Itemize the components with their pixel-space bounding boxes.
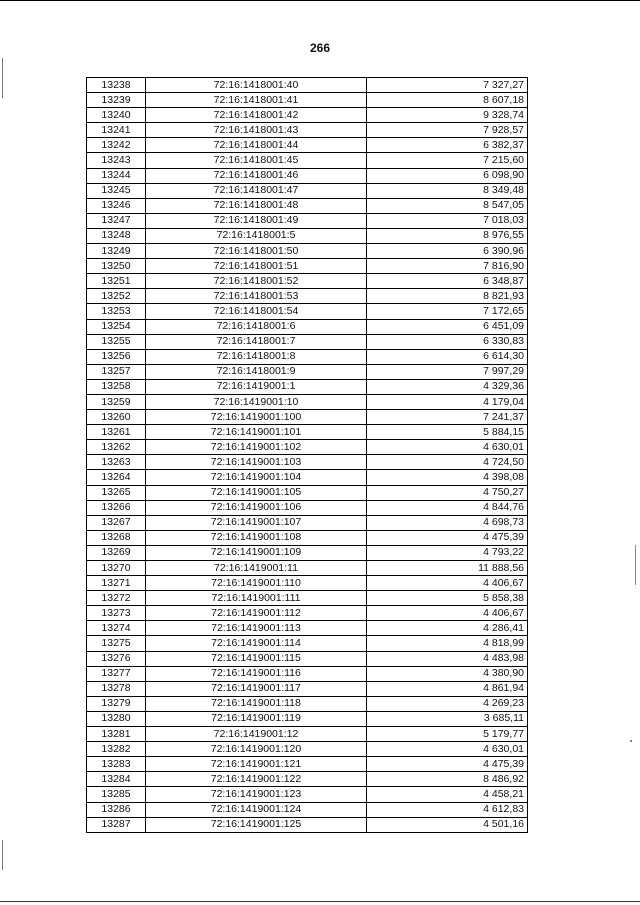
scan-margin-mark — [2, 840, 3, 870]
cadastral-number-cell: 72:16:1418001:47 — [146, 183, 367, 198]
cadastral-number-cell: 72:16:1418001:49 — [146, 213, 367, 228]
row-index-cell: 13287 — [87, 817, 146, 832]
table-row — [87, 757, 528, 772]
page-number: 266 — [309, 41, 331, 55]
table-row — [87, 168, 528, 183]
amount-cell: 4 612,83 — [367, 802, 528, 817]
table-row — [87, 153, 528, 168]
row-index-cell: 13266 — [87, 500, 146, 515]
cadastral-number-cell: 72:16:1419001:10 — [146, 394, 367, 409]
table-row — [87, 213, 528, 228]
row-index-cell: 13248 — [87, 228, 146, 243]
table-row — [87, 742, 528, 757]
table-row — [87, 470, 528, 485]
amount-cell: 6 382,37 — [367, 138, 528, 153]
cadastral-number-cell: 72:16:1418001:6 — [146, 319, 367, 334]
amount-cell: 8 547,05 — [367, 198, 528, 213]
row-index-cell: 13263 — [87, 455, 146, 470]
table-row — [87, 500, 528, 515]
row-index-cell: 13256 — [87, 349, 146, 364]
cadastral-number-cell: 72:16:1418001:8 — [146, 349, 367, 364]
row-index-cell: 13251 — [87, 274, 146, 289]
row-index-cell: 13264 — [87, 470, 146, 485]
row-index-cell: 13276 — [87, 651, 146, 666]
cadastral-number-cell: 72:16:1419001:110 — [146, 576, 367, 591]
amount-cell: 6 098,90 — [367, 168, 528, 183]
amount-cell: 7 327,27 — [367, 78, 528, 93]
page-bottom-border — [0, 901, 640, 902]
amount-cell: 4 179,04 — [367, 394, 528, 409]
table-body — [87, 78, 528, 833]
table-row — [87, 93, 528, 108]
row-index-cell: 13241 — [87, 123, 146, 138]
row-index-cell: 13260 — [87, 410, 146, 425]
amount-cell: 5 858,38 — [367, 591, 528, 606]
row-index-cell: 13281 — [87, 727, 146, 742]
row-index-cell: 13277 — [87, 666, 146, 681]
table-row — [87, 530, 528, 545]
amount-cell: 7 018,03 — [367, 213, 528, 228]
table-row — [87, 727, 528, 742]
page-top-border — [0, 0, 640, 1]
row-index-cell: 13258 — [87, 379, 146, 394]
row-index-cell: 13243 — [87, 153, 146, 168]
row-index-cell: 13280 — [87, 711, 146, 726]
table-row — [87, 440, 528, 455]
row-index-cell: 13274 — [87, 621, 146, 636]
row-index-cell: 13250 — [87, 259, 146, 274]
row-index-cell: 13279 — [87, 696, 146, 711]
table-row — [87, 666, 528, 681]
amount-cell: 4 630,01 — [367, 742, 528, 757]
table-row — [87, 349, 528, 364]
amount-cell: 7 215,60 — [367, 153, 528, 168]
table-row — [87, 696, 528, 711]
cadastral-number-cell: 72:16:1418001:54 — [146, 304, 367, 319]
table-row — [87, 455, 528, 470]
row-index-cell: 13283 — [87, 757, 146, 772]
amount-cell: 4 398,08 — [367, 470, 528, 485]
cadastral-number-cell: 72:16:1419001:108 — [146, 530, 367, 545]
amount-cell: 4 475,39 — [367, 757, 528, 772]
table-row — [87, 198, 528, 213]
table-row — [87, 334, 528, 349]
amount-cell: 5 884,15 — [367, 425, 528, 440]
table-row — [87, 274, 528, 289]
row-index-cell: 13269 — [87, 545, 146, 560]
table-row — [87, 228, 528, 243]
cadastral-number-cell: 72:16:1418001:43 — [146, 123, 367, 138]
row-index-cell: 13259 — [87, 394, 146, 409]
amount-cell: 6 451,09 — [367, 319, 528, 334]
row-index-cell: 13239 — [87, 93, 146, 108]
amount-cell: 4 286,41 — [367, 621, 528, 636]
amount-cell: 6 390,96 — [367, 244, 528, 259]
scan-margin-mark — [2, 58, 3, 98]
cadastral-number-cell: 72:16:1419001:121 — [146, 757, 367, 772]
table-row — [87, 78, 528, 93]
amount-cell: 4 844,76 — [367, 500, 528, 515]
row-index-cell: 13278 — [87, 681, 146, 696]
cadastral-number-cell: 72:16:1418001:42 — [146, 108, 367, 123]
amount-cell: 7 172,65 — [367, 304, 528, 319]
amount-cell: 4 329,36 — [367, 379, 528, 394]
amount-cell: 7 997,29 — [367, 364, 528, 379]
amount-cell: 7 816,90 — [367, 259, 528, 274]
table-row — [87, 561, 528, 576]
table-row — [87, 485, 528, 500]
row-index-cell: 13261 — [87, 425, 146, 440]
amount-cell: 8 821,93 — [367, 289, 528, 304]
row-index-cell: 13262 — [87, 440, 146, 455]
cadastral-number-cell: 72:16:1419001:122 — [146, 772, 367, 787]
row-index-cell: 13254 — [87, 319, 146, 334]
cadastral-number-cell: 72:16:1419001:116 — [146, 666, 367, 681]
cadastral-number-cell: 72:16:1419001:124 — [146, 802, 367, 817]
scan-margin-mark — [635, 545, 636, 585]
table-row — [87, 711, 528, 726]
table-row — [87, 802, 528, 817]
cadastral-number-cell: 72:16:1419001:120 — [146, 742, 367, 757]
row-index-cell: 13267 — [87, 515, 146, 530]
cadastral-number-cell: 72:16:1419001:119 — [146, 711, 367, 726]
amount-cell: 4 475,39 — [367, 530, 528, 545]
cadastral-number-cell: 72:16:1419001:111 — [146, 591, 367, 606]
amount-cell: 4 818,99 — [367, 636, 528, 651]
cadastral-number-cell: 72:16:1419001:12 — [146, 727, 367, 742]
cadastral-number-cell: 72:16:1419001:112 — [146, 606, 367, 621]
amount-cell: 3 685,11 — [367, 711, 528, 726]
row-index-cell: 13282 — [87, 742, 146, 757]
cadastral-number-cell: 72:16:1418001:5 — [146, 228, 367, 243]
row-index-cell: 13257 — [87, 364, 146, 379]
amount-cell: 8 976,55 — [367, 228, 528, 243]
table-row — [87, 244, 528, 259]
table-row — [87, 108, 528, 123]
amount-cell: 8 349,48 — [367, 183, 528, 198]
amount-cell: 4 698,73 — [367, 515, 528, 530]
row-index-cell: 13246 — [87, 198, 146, 213]
cadastral-number-cell: 72:16:1419001:109 — [146, 545, 367, 560]
row-index-cell: 13270 — [87, 561, 146, 576]
row-index-cell: 13245 — [87, 183, 146, 198]
cadastral-table — [86, 77, 528, 833]
row-index-cell: 13265 — [87, 485, 146, 500]
cadastral-number-cell: 72:16:1418001:7 — [146, 334, 367, 349]
row-index-cell: 13284 — [87, 772, 146, 787]
cadastral-number-cell: 72:16:1419001:125 — [146, 817, 367, 832]
cadastral-number-cell: 72:16:1418001:45 — [146, 153, 367, 168]
amount-cell: 4 269,23 — [367, 696, 528, 711]
row-index-cell: 13275 — [87, 636, 146, 651]
amount-cell: 9 328,74 — [367, 108, 528, 123]
row-index-cell: 13240 — [87, 108, 146, 123]
cadastral-number-cell: 72:16:1419001:106 — [146, 500, 367, 515]
table-row — [87, 394, 528, 409]
table-row — [87, 515, 528, 530]
row-index-cell: 13286 — [87, 802, 146, 817]
amount-cell: 6 614,30 — [367, 349, 528, 364]
amount-cell: 4 406,67 — [367, 606, 528, 621]
amount-cell: 8 607,18 — [367, 93, 528, 108]
table-row — [87, 621, 528, 636]
amount-cell: 4 724,50 — [367, 455, 528, 470]
cadastral-number-cell: 72:16:1418001:9 — [146, 364, 367, 379]
cadastral-number-cell: 72:16:1418001:41 — [146, 93, 367, 108]
cadastral-number-cell: 72:16:1419001:123 — [146, 787, 367, 802]
table-row — [87, 545, 528, 560]
row-index-cell: 13252 — [87, 289, 146, 304]
amount-cell: 4 750,27 — [367, 485, 528, 500]
amount-cell: 8 486,92 — [367, 772, 528, 787]
table-row — [87, 379, 528, 394]
table-row — [87, 364, 528, 379]
row-index-cell: 13238 — [87, 78, 146, 93]
row-index-cell: 13273 — [87, 606, 146, 621]
amount-cell: 4 458,21 — [367, 787, 528, 802]
table-row — [87, 259, 528, 274]
table-row — [87, 636, 528, 651]
row-index-cell: 13271 — [87, 576, 146, 591]
row-index-cell: 13242 — [87, 138, 146, 153]
amount-cell: 4 793,22 — [367, 545, 528, 560]
cadastral-number-cell: 72:16:1419001:1 — [146, 379, 367, 394]
cadastral-number-cell: 72:16:1419001:117 — [146, 681, 367, 696]
cadastral-number-cell: 72:16:1418001:46 — [146, 168, 367, 183]
table-row — [87, 681, 528, 696]
row-index-cell: 13255 — [87, 334, 146, 349]
table-row — [87, 138, 528, 153]
amount-cell: 4 630,01 — [367, 440, 528, 455]
amount-cell: 7 241,37 — [367, 410, 528, 425]
cadastral-number-cell: 72:16:1419001:115 — [146, 651, 367, 666]
cadastral-number-cell: 72:16:1419001:11 — [146, 561, 367, 576]
row-index-cell: 13272 — [87, 591, 146, 606]
row-index-cell: 13244 — [87, 168, 146, 183]
cadastral-number-cell: 72:16:1419001:103 — [146, 455, 367, 470]
cadastral-number-cell: 72:16:1418001:44 — [146, 138, 367, 153]
cadastral-number-cell: 72:16:1419001:105 — [146, 485, 367, 500]
amount-cell: 11 888,56 — [367, 561, 528, 576]
table-row — [87, 651, 528, 666]
cadastral-number-cell: 72:16:1418001:40 — [146, 78, 367, 93]
table-row — [87, 591, 528, 606]
table-row — [87, 576, 528, 591]
cadastral-number-cell: 72:16:1419001:104 — [146, 470, 367, 485]
cadastral-number-cell: 72:16:1419001:118 — [146, 696, 367, 711]
cadastral-number-cell: 72:16:1419001:100 — [146, 410, 367, 425]
table-row — [87, 606, 528, 621]
cadastral-number-cell: 72:16:1418001:50 — [146, 244, 367, 259]
cadastral-number-cell: 72:16:1418001:51 — [146, 259, 367, 274]
cadastral-number-cell: 72:16:1418001:53 — [146, 289, 367, 304]
table-row — [87, 304, 528, 319]
table-row — [87, 787, 528, 802]
cadastral-number-cell: 72:16:1418001:48 — [146, 198, 367, 213]
table-row — [87, 123, 528, 138]
table-row — [87, 817, 528, 832]
amount-cell: 6 330,83 — [367, 334, 528, 349]
amount-cell: 6 348,87 — [367, 274, 528, 289]
amount-cell: 4 380,90 — [367, 666, 528, 681]
amount-cell: 5 179,77 — [367, 727, 528, 742]
amount-cell: 7 928,57 — [367, 123, 528, 138]
row-index-cell: 13249 — [87, 244, 146, 259]
table-row — [87, 410, 528, 425]
row-index-cell: 13253 — [87, 304, 146, 319]
amount-cell: 4 406,67 — [367, 576, 528, 591]
table-row — [87, 289, 528, 304]
cadastral-number-cell: 72:16:1419001:101 — [146, 425, 367, 440]
cadastral-number-cell: 72:16:1419001:107 — [146, 515, 367, 530]
cadastral-number-cell: 72:16:1419001:102 — [146, 440, 367, 455]
row-index-cell: 13247 — [87, 213, 146, 228]
table-row — [87, 772, 528, 787]
table-row — [87, 319, 528, 334]
row-index-cell: 13285 — [87, 787, 146, 802]
amount-cell: 4 501,16 — [367, 817, 528, 832]
cadastral-number-cell: 72:16:1418001:52 — [146, 274, 367, 289]
table-row — [87, 425, 528, 440]
row-index-cell: 13268 — [87, 530, 146, 545]
amount-cell: 4 861,94 — [367, 681, 528, 696]
cadastral-number-cell: 72:16:1419001:114 — [146, 636, 367, 651]
table-row — [87, 183, 528, 198]
amount-cell: 4 483,98 — [367, 651, 528, 666]
cadastral-number-cell: 72:16:1419001:113 — [146, 621, 367, 636]
cadastral-table-container — [86, 77, 528, 833]
scan-margin-mark — [630, 740, 632, 742]
